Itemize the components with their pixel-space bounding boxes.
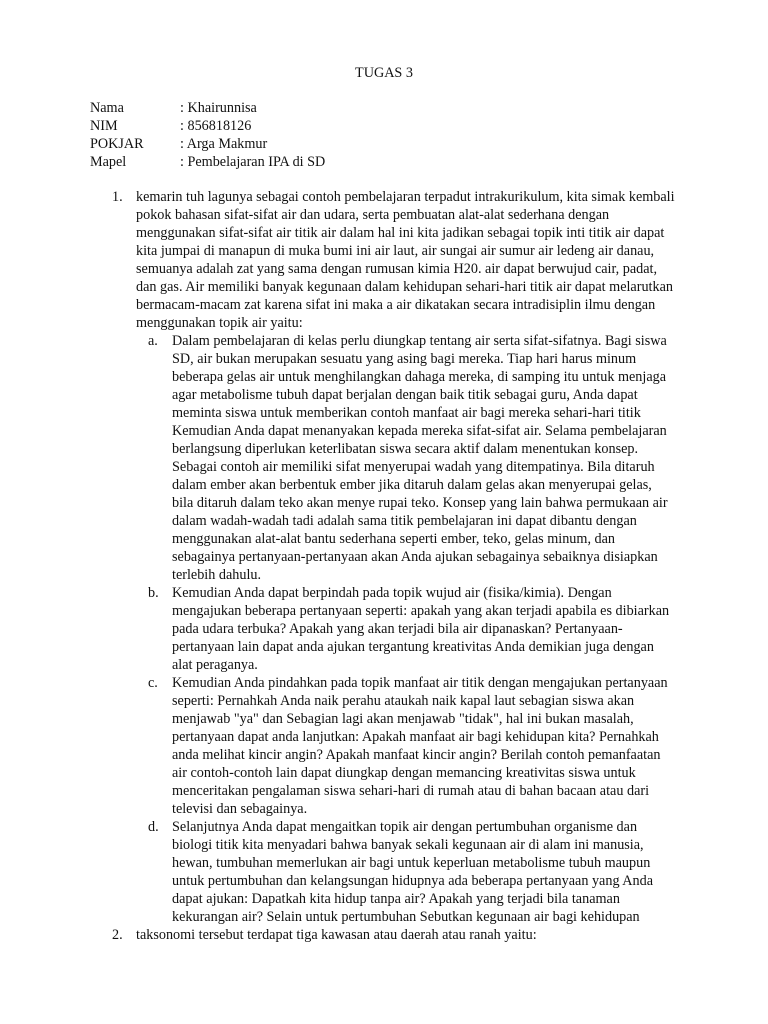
document-body <box>0 188 768 944</box>
sub-item-c <box>148 674 676 818</box>
numbered-item-1 <box>112 188 676 926</box>
sub-item-text: Dalam pembelajaran di kelas perlu diungkap tentang air serta sifat-sifatnya. Bagi siswa SD, air bukan merupakan sesuatu yang asing bagi mereka. Tiap hari harus minum beberapa gelas air untuk menghilangkan dahaga mereka, di samping itu untuk menjaga agar metabolisme tubuh dapat berjalan dengan baik titik sebagai guru, Anda dapat meminta siswa untuk memberikan contoh manfaat air bagi mereka sehari-hari titik Kemudian Anda dapat menanyakan kepada mereka sifat-sifat air. Selama pembelajaran berlangsung diperlukan keterlibatan siswa secara aktif dalam menentukan konsep. Sebagai contoh air memiliki sifat menyerupai wadah yang ditempatinya. Bila ditaruh dalam ember akan berbentuk ember jika ditaruh dalam gelas akan menyerupai gelas, bila ditaruh dalam teko akan menye rupai teko. Konsep yang lain bahwa permukaan air dalam wadah-wadah tadi adalah sama titik pembelajaran ini dapat dibantu dengan menggunakan alat-alat bantu sederhana seperti ember, teko, gelas minum, dan sebagainya pertanyaan-pertanyaan akan Anda ajukan sebagainya sebaiknya disiapkan terlebih dahulu. <box>172 333 668 583</box>
sub-item-marker: d. <box>148 819 159 835</box>
info-row-nim <box>90 117 325 135</box>
info-value: : Arga Makmur <box>180 136 268 152</box>
document-title: TUGAS 3 <box>355 65 413 81</box>
info-label: Nama <box>90 100 124 116</box>
sub-item-text: Selanjutnya Anda dapat mengaitkan topik air dengan pertumbuhan organisme dan biologi titik kita menyadari bahwa banyak sekali kegunaan air di alam ini manusia, hewan, tumbuhan memerlukan air bagi untuk keperluan metabolisme tubuh maupun untuk pertumbuhan dan kelangsungan hidupnya ada beberapa pertanyaan yang Anda dapat ajukan: Dapatkah kita hidup tanpa air? Apakah yang terjadi bila tanaman kekurangan air? Selain untuk pertumbuhan Sebutkan kegunaan air bagi kehidupan <box>172 819 654 925</box>
sub-item-text: Kemudian Anda dapat berpindah pada topik wujud air (fisika/kimia). Dengan mengajukan beberapa pertanyaan seperti: apakah yang akan terjadi apabila es dibiarkan pada udara terbuka? Apakah yang akan terjadi bila air dipanaskan? Pertanyaan-pertanyaan lain dapat anda ajukan tergantung kreativitas Anda demikian juga dengan alat peraganya. <box>172 585 670 673</box>
info-row-mapel <box>90 153 325 171</box>
sub-item-marker: c. <box>148 675 158 691</box>
info-value: : 856818126 <box>180 118 252 134</box>
info-value: : Pembelajaran IPA di SD <box>180 154 326 170</box>
sub-item-marker: b. <box>148 585 159 601</box>
sub-item-b <box>148 584 676 674</box>
item-text: kemarin tuh lagunya sebagai contoh pembelajaran terpadut intrakurikulum, kita simak kembali pokok bahasan sifat-sifat air dan udara, serta pembuatan alat-alat sederhana dengan menggunakan sifat-sifat air titik air dalam hal ini kita jadikan sebagai topik inti titik air dapat kita jumpai di manapun di muka bumi ini air laut, air sungai air sumur air ledeng air danau, semuanya adalah zat yang sama dengan rumusan kimia H20. air dapat berwujud cair, padat, dan gas. Air memiliki banyak kegunaan dalam kehidupan sehari-hari titik air dapat melarutkan bermacam-macam zat karena sifat ini maka a air dikatakan secara intradisiplin ilmu dengan menggunakan topik air yaitu: <box>136 189 675 331</box>
info-value: : Khairunnisa <box>180 100 257 116</box>
info-label: NIM <box>90 118 118 134</box>
info-row-nama <box>90 99 325 117</box>
sub-item-d <box>148 818 676 926</box>
sub-item-a <box>148 332 676 584</box>
student-info <box>90 99 325 171</box>
item-number: 1. <box>112 189 123 205</box>
info-row-pokjar <box>90 135 325 153</box>
sub-item-text: Kemudian Anda pindahkan pada topik manfaat air titik dengan mengajukan pertanyaan seperti: Pernahkah Anda naik perahu ataukah naik kapal laut sebagian siswa akan menjawab "ya" dan Sebagian lagi akan menjawab "tidak", hal ini bukan masalah, pertanyaan dapat anda lanjutkan: Apakah manfaat air bagi kehidupan kita? Pernahkah anda melihat kincir angin? Apakah manfaat kincir angin? Berilah contoh pemanfaatan air contoh-contoh lain dapat diungkap dengan memancing kreativitas siswa untuk menceritakan pengalaman siswa sehari-hari di rumah atau di bahan bacaan atau dari televisi dan sebagainya. <box>172 675 668 817</box>
sub-item-marker: a. <box>148 333 158 349</box>
info-label: Mapel <box>90 154 127 170</box>
numbered-item-2 <box>112 926 676 944</box>
item-text: taksonomi tersebut terdapat tiga kawasan atau daerah atau ranah yaitu: <box>136 927 537 943</box>
item-number: 2. <box>112 927 123 943</box>
info-label: POKJAR <box>90 136 144 152</box>
